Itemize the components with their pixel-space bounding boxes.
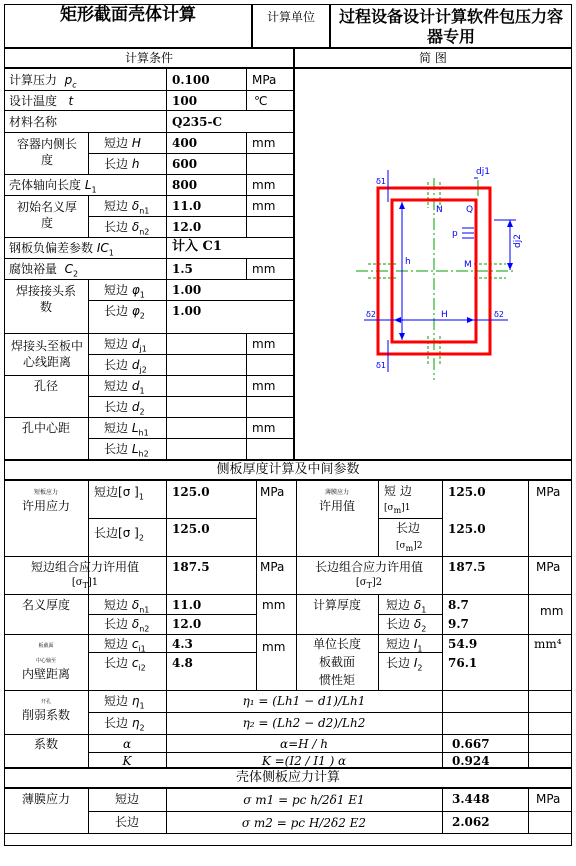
combined-long-sym: $[\sigma_T]2$ [355, 577, 383, 590]
membrane-long-value: 2.062 [452, 815, 490, 829]
weld-label: 焊接接头系数 [16, 284, 77, 314]
inner-dist-long-value: 4.8 [172, 656, 193, 670]
hole-dist-label: 孔中心距 [21, 421, 70, 435]
weld-dist-long-label: 长边 $d_{j2}$ [104, 358, 147, 375]
col-line [256, 480, 257, 690]
membrane-long-formula: σ m2 = pc H/2δ2 E2 [241, 816, 367, 830]
col-line [88, 195, 89, 237]
temperature-label: 设计温度 t [9, 94, 74, 108]
weld-dist-unit: mm [252, 337, 276, 351]
axial-length-value: 800 [172, 178, 198, 192]
row-line [88, 153, 294, 154]
calc-thk-long-label: 长边 $\delta_2$ [386, 617, 427, 634]
pressure-label: 计算压力 $p_c$ [9, 73, 77, 90]
coef-k-value: 0.924 [452, 754, 490, 768]
hole-dist-long-label: 长边 $L_{h2}$ [104, 442, 149, 459]
hole-long-label: 长边 $d_2$ [104, 400, 145, 417]
coef-alpha-formula: α=H / h [279, 737, 329, 751]
row-line [378, 518, 442, 519]
deviation-label: 钢板负偏差参数 $IC_1$ [9, 241, 114, 258]
inner-dist-unit: mm [262, 640, 286, 654]
label-d2-right: δ2 [494, 310, 504, 319]
allow-value-label: 许用值 [318, 499, 355, 513]
col-line [246, 174, 247, 237]
inner-dist-tiny2: 中心轴至 [35, 658, 56, 664]
weaken-long-formula: η₂ = (Lh2 − d2)/Lh2 [242, 716, 366, 730]
coef-label: 系数 [33, 737, 58, 751]
inner-length-unit: mm [252, 136, 276, 150]
inertia-short-value: 54.9 [448, 637, 478, 651]
inner-long-label: 长边 h [104, 157, 140, 171]
calc-thk-short-value: 8.7 [448, 598, 469, 612]
label-Q: Q [466, 205, 474, 215]
col-line [166, 68, 167, 460]
unit-label: 计算单位 [266, 10, 315, 24]
coef-k-sym: K [122, 754, 132, 768]
allow-long-label: 长边[σ ]$_2$ [94, 526, 144, 543]
row-line [4, 110, 294, 111]
thickness-long-label: 长边 $\delta_{n2}$ [104, 220, 150, 237]
inner-dist-short-label: 短边 $c_{i1}$ [104, 637, 146, 654]
nominal-short-value: 11.0 [172, 598, 202, 612]
pressure-unit: MPa [252, 73, 277, 87]
membrane-short-formula: σ m1 = pc h/2δ1 E1 [243, 793, 365, 807]
row-line [88, 518, 256, 519]
membrane-short-value: 3.448 [452, 792, 490, 806]
axial-length-unit: mm [252, 178, 276, 192]
weld-long-value: 1.00 [172, 304, 202, 318]
col-line [246, 333, 247, 460]
allow-value-short-value: 125.0 [448, 485, 486, 499]
col-line [88, 279, 89, 460]
col-line [246, 132, 247, 174]
weld-short-label: 短边 $\varphi_1$ [104, 283, 145, 300]
row-line [4, 594, 572, 595]
row-line [4, 417, 294, 418]
dim-dj2-arrow-top [507, 220, 513, 227]
corrosion-value: 1.5 [172, 262, 193, 276]
calc-thk-long-value: 9.7 [448, 617, 469, 631]
allow-stress-label: 许用应力 [21, 499, 70, 513]
inner-dist-long-label: 长边 $c_{i2}$ [104, 656, 146, 673]
allow-value-short-sym: [σm]1 [384, 503, 411, 515]
coef-alpha-value: 0.667 [452, 737, 490, 751]
temperature-unit: ℃ [254, 94, 268, 108]
hole-short-label: 短边 $d_1$ [104, 379, 145, 396]
inertia-unit: mm⁴ [534, 637, 562, 651]
pressure-value: 0.100 [172, 73, 210, 87]
col-line [246, 68, 247, 110]
hole-dist-unit: mm [252, 421, 276, 435]
combined-long-value: 187.5 [448, 560, 486, 574]
row-line [4, 634, 572, 635]
material-value: Q235-C [172, 115, 223, 129]
row-line [4, 333, 294, 334]
combined-short-value: 187.5 [172, 560, 210, 574]
nominal-short-label: 短边 $\delta_{n1}$ [104, 598, 150, 615]
row-line [4, 132, 294, 133]
thickness-long-value: 12.0 [172, 220, 202, 234]
calc-thk-label: 计算厚度 [312, 598, 361, 612]
inner-long-value: 600 [172, 157, 198, 171]
col-line [442, 480, 443, 768]
thickness-short-label: 短边 $\delta_{n1}$ [104, 199, 150, 216]
allow-short-label: 短边[σ ]$_1$ [94, 485, 144, 502]
allow-long-value: 125.0 [172, 522, 210, 536]
membrane-short-label: 短边 [114, 792, 139, 806]
sketch-heading: 简 图 [419, 51, 447, 65]
allow-value-tiny: 薄膜应力 [324, 489, 349, 496]
row-line [4, 734, 572, 735]
unit-value: 过程设备设计计算软件包压力容器专用 [338, 7, 563, 46]
thickness-short-value: 11.0 [172, 199, 202, 213]
inertia-label-3: 惯性矩 [318, 673, 355, 687]
calc-thk-short-label: 短边 $\delta_1$ [386, 598, 427, 615]
combined-short-sym: $[\sigma_T]1$ [71, 577, 99, 590]
combined-short-label: 短边组合应力许用值 [30, 560, 139, 574]
row-line [88, 712, 572, 713]
label-dj2: dj2 [513, 234, 523, 248]
deviation-value: 计入 C1 [172, 239, 222, 254]
inertia-label-2: 板截面 [318, 655, 355, 669]
dim-H-arrow-left [394, 317, 401, 323]
row-line [4, 174, 294, 175]
nominal-unit: mm [262, 598, 286, 612]
thickness-unit: mm [252, 199, 276, 213]
dim-h-arrow-top [399, 202, 405, 209]
axial-length-label: 壳体轴向长度 $L_1$ [9, 178, 97, 195]
allow-value-long-sym: [σm]2 [396, 541, 423, 553]
nominal-label: 名义厚度 [21, 598, 70, 612]
page-title: 矩形截面壳体计算 [60, 5, 196, 25]
nominal-long-label: 长边 $\delta_{n2}$ [104, 617, 150, 634]
allow-value-short-label: 短 边 [384, 484, 412, 498]
combined-long-label: 长边组合应力许用值 [314, 560, 423, 574]
inertia-label-1: 单位长度 [312, 637, 361, 651]
col-line [166, 480, 167, 690]
allow-short-value: 125.0 [172, 485, 210, 499]
conditions-heading: 计算条件 [124, 51, 173, 65]
weld-dist-label: 焊接头至板中心线距离 [10, 339, 83, 369]
inner-short-value: 400 [172, 136, 198, 150]
allow-value-long-label: 长边 [396, 521, 421, 535]
nominal-long-value: 12.0 [172, 617, 202, 631]
combined-long-unit: MPa [536, 560, 561, 574]
row-line [88, 752, 572, 753]
combined-short-unit: MPa [260, 560, 285, 574]
label-dj1: dj1 [476, 167, 490, 177]
allow-value-long-value: 125.0 [448, 522, 486, 536]
inertia-short-label: 短边 $I_1$ [386, 637, 423, 654]
coef-k-formula: K =(I2 / I1 ) α [261, 754, 347, 768]
label-h: h [405, 257, 411, 267]
weld-dist-short-label: 短边 $d_{j1}$ [104, 337, 147, 354]
allow-value-unit: MPa [536, 485, 561, 499]
weaken-tiny: 开孔 [40, 699, 51, 705]
weaken-short-label: 短边 $\eta_1$ [104, 694, 145, 711]
weld-long-label: 长边 $\varphi_2$ [104, 304, 145, 321]
corrosion-label: 腐蚀裕量 $C_2$ [9, 262, 79, 279]
inertia-long-label: 长边 $I_2$ [386, 656, 423, 673]
weaken-label: 削弱系数 [21, 708, 70, 722]
weaken-short-formula: η₁ = (Lh1 − d1)/Lh1 [242, 694, 366, 708]
col-line [88, 480, 89, 768]
col-line [528, 480, 529, 768]
temperature-value: 100 [172, 94, 198, 108]
inner-dist-tiny1: 板截面 [38, 643, 54, 649]
dim-h-arrow-bottom [399, 333, 405, 340]
row-line [4, 556, 572, 557]
col-line [378, 480, 379, 556]
label-N: N [436, 205, 443, 215]
rect-shell-sketch [294, 68, 572, 460]
label-H: H [441, 310, 448, 320]
row-line [4, 375, 294, 376]
material-label: 材料名称 [9, 115, 58, 129]
membrane-long-label: 长边 [114, 815, 139, 829]
allow-stress-unit: MPa [260, 485, 285, 499]
membrane-heading: 壳体侧板应力计算 [235, 770, 340, 785]
hole-label: 孔径 [33, 379, 58, 393]
row-line [4, 690, 572, 691]
hole-dist-short-label: 短边 $L_{h1}$ [104, 421, 149, 438]
inner-dist-label: 内壁距离 [21, 667, 70, 681]
inertia-long-value: 76.1 [448, 656, 478, 670]
side-plate-heading: 侧板厚度计算及中间参数 [216, 462, 360, 477]
calc-thk-unit: mm [540, 604, 564, 618]
membrane-label: 薄膜应力 [21, 792, 70, 806]
col-line [88, 132, 89, 174]
coef-alpha-sym: α [122, 737, 132, 751]
label-p: p [452, 229, 458, 239]
thickness-label: 初始名义厚度 [16, 200, 77, 230]
hole-unit: mm [252, 379, 276, 393]
weaken-long-label: 长边 $\eta_2$ [104, 716, 145, 733]
dim-H-arrow-right [467, 317, 474, 323]
inner-dist-short-value: 4.3 [172, 637, 193, 651]
membrane-unit: MPa [536, 792, 561, 806]
inner-short-label: 短边 H [104, 136, 141, 150]
corrosion-unit: mm [252, 262, 276, 276]
dim-dj2-arrow-bottom [507, 263, 513, 270]
label-d2-left: δ2 [366, 310, 376, 319]
row-line [88, 811, 572, 812]
label-d1-top: δ1 [376, 177, 386, 186]
label-d1-bottom: δ1 [376, 361, 386, 370]
col-line [378, 594, 379, 690]
col-line [246, 258, 247, 279]
weld-short-value: 1.00 [172, 283, 202, 297]
label-M: M [464, 260, 472, 270]
allow-stress-tiny: 短板应力 [33, 489, 58, 496]
inner-length-label: 容器内侧长度 [16, 137, 77, 167]
